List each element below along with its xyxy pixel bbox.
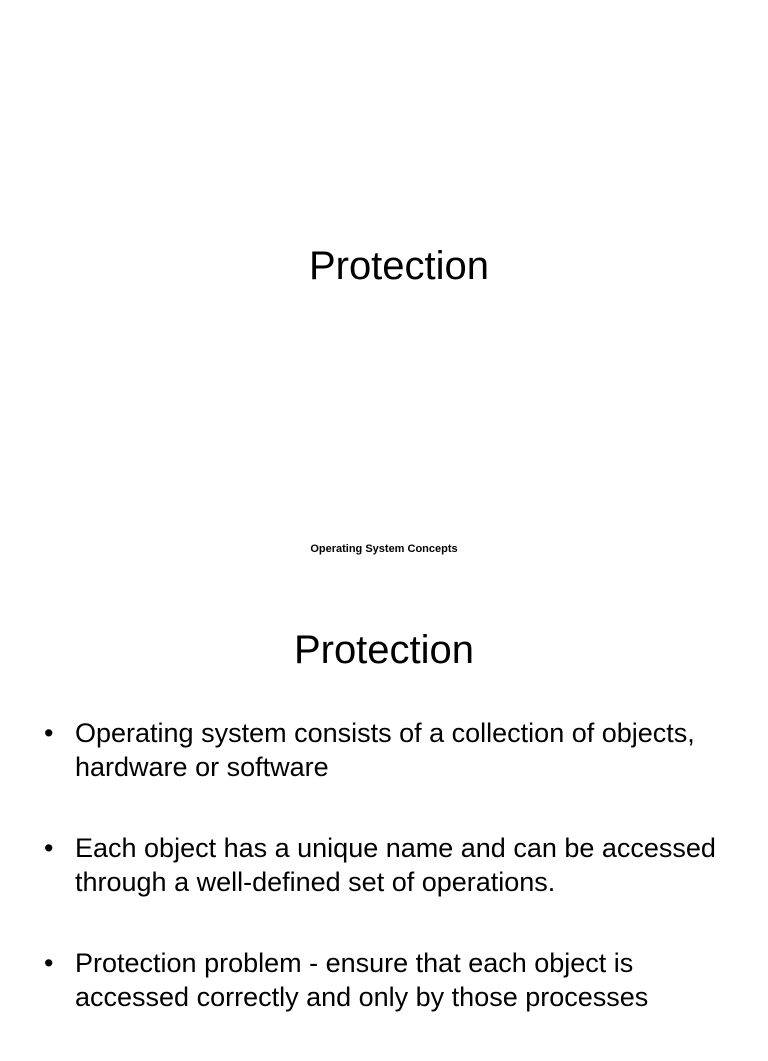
slide-title: Protection [308,244,490,288]
bullet-list [40,716,720,1061]
bullet-icon: • [44,718,54,748]
bullet-item [40,946,720,1014]
slide-title: Protection [293,628,475,672]
bullet-text: Protection problem - ensure that each object is accessed correctly and only by those processes [75,948,649,1012]
bullet-icon: • [44,833,54,863]
bullet-text: Operating system consists of a collection of objects, hardware or software [75,718,695,782]
bullet-text: Each object has a unique name and can be accessed through a well-defined set of operations. [75,833,716,897]
content-slide [0,576,768,1024]
bullet-item [40,831,720,899]
bullet-icon: • [44,948,54,978]
bullet-item [40,716,720,784]
slide-footer: Operating System Concepts [310,543,458,555]
